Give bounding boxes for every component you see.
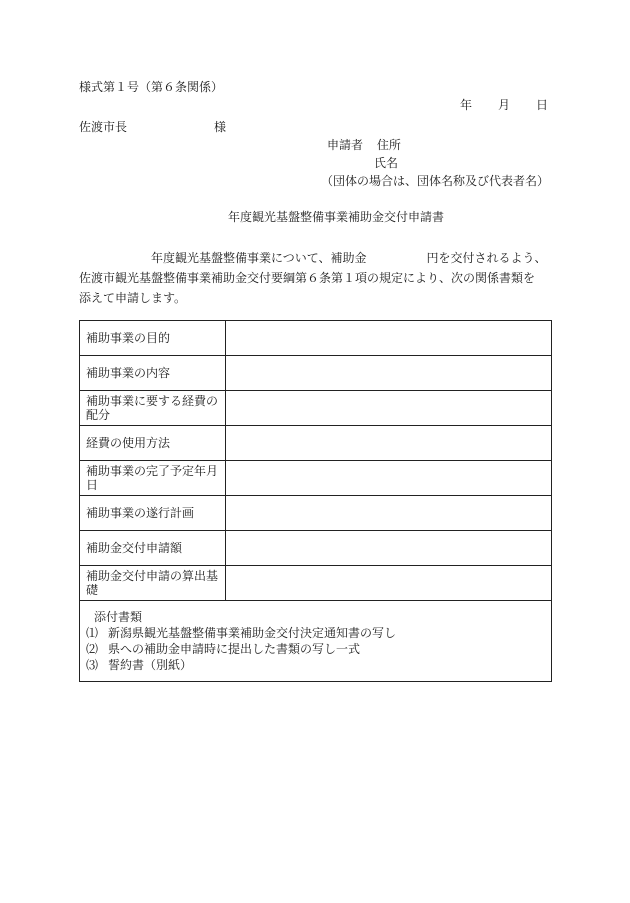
- row-value[interactable]: [226, 566, 552, 601]
- attachment-number: ⑴: [86, 626, 99, 640]
- group-note: （団体の場合は、団体名称及び代表者名）: [321, 174, 550, 188]
- table-row: [80, 566, 552, 601]
- row-label: 補助金交付申請額: [80, 531, 226, 566]
- address-label: 住所: [376, 138, 401, 152]
- name-label: 氏名: [374, 156, 399, 170]
- table-row: [80, 356, 552, 391]
- row-value[interactable]: [226, 496, 552, 531]
- row-value[interactable]: [226, 391, 552, 426]
- applicant-label: 申請者: [327, 138, 364, 152]
- attachment-item: [86, 641, 545, 657]
- row-label: 補助事業の遂行計画: [80, 496, 226, 531]
- table-row: [80, 426, 552, 461]
- date-year-label: 年: [460, 98, 473, 112]
- attachment-number: ⑵: [86, 642, 99, 656]
- attachment-text: 新潟県観光基盤整備事業補助金交付決定通知書の写し: [108, 626, 397, 640]
- application-table: [79, 320, 552, 682]
- row-label: 補助金交付申請の算出基礎: [80, 566, 226, 601]
- attachments-title: 添付書類: [94, 610, 143, 624]
- row-label: 補助事業に要する経費の配分: [80, 391, 226, 426]
- date-day-label: 日: [536, 98, 549, 112]
- attachment-text: 県への補助金申請時に提出した書類の写し一式: [108, 642, 361, 656]
- table-row: [80, 391, 552, 426]
- row-label: 補助事業の内容: [80, 356, 226, 391]
- row-value[interactable]: [226, 461, 552, 496]
- table-row: [80, 531, 552, 566]
- row-value[interactable]: [226, 531, 552, 566]
- applicant-address-line: [327, 138, 401, 152]
- body-line: 添えて申請します。: [79, 291, 187, 305]
- row-label: 補助事業の目的: [80, 321, 226, 356]
- row-value[interactable]: [226, 426, 552, 461]
- row-label: 補助事業の完了予定年月日: [80, 461, 226, 496]
- attachments-row: [80, 601, 552, 682]
- row-label: 経費の使用方法: [80, 426, 226, 461]
- attachment-number: ⑶: [86, 658, 99, 672]
- attachment-text: 誓約書（別紙）: [108, 658, 193, 672]
- table-row: [80, 461, 552, 496]
- honorific: 様: [214, 120, 227, 134]
- attachment-item: [86, 657, 545, 673]
- date-month-label: 月: [498, 98, 511, 112]
- table-row: [80, 321, 552, 356]
- addressee: 佐渡市長: [79, 120, 128, 134]
- body-line: 年度観光基盤整備事業について、補助金 円を交付されるよう、: [79, 251, 547, 265]
- addressee-line: [79, 120, 227, 134]
- body-line: 佐渡市観光基盤整備事業補助金交付要綱第６条第１項の規定により、次の関係書類を: [79, 271, 536, 285]
- attachments-cell: [80, 601, 552, 682]
- row-value[interactable]: [226, 356, 552, 391]
- attachment-item: [86, 625, 545, 641]
- table-row: [80, 496, 552, 531]
- form-number: 様式第１号（第６条関係）: [79, 80, 224, 94]
- document-title: 年度観光基盤整備事業補助金交付申請書: [228, 210, 445, 224]
- row-value[interactable]: [226, 321, 552, 356]
- body-text: [79, 248, 559, 308]
